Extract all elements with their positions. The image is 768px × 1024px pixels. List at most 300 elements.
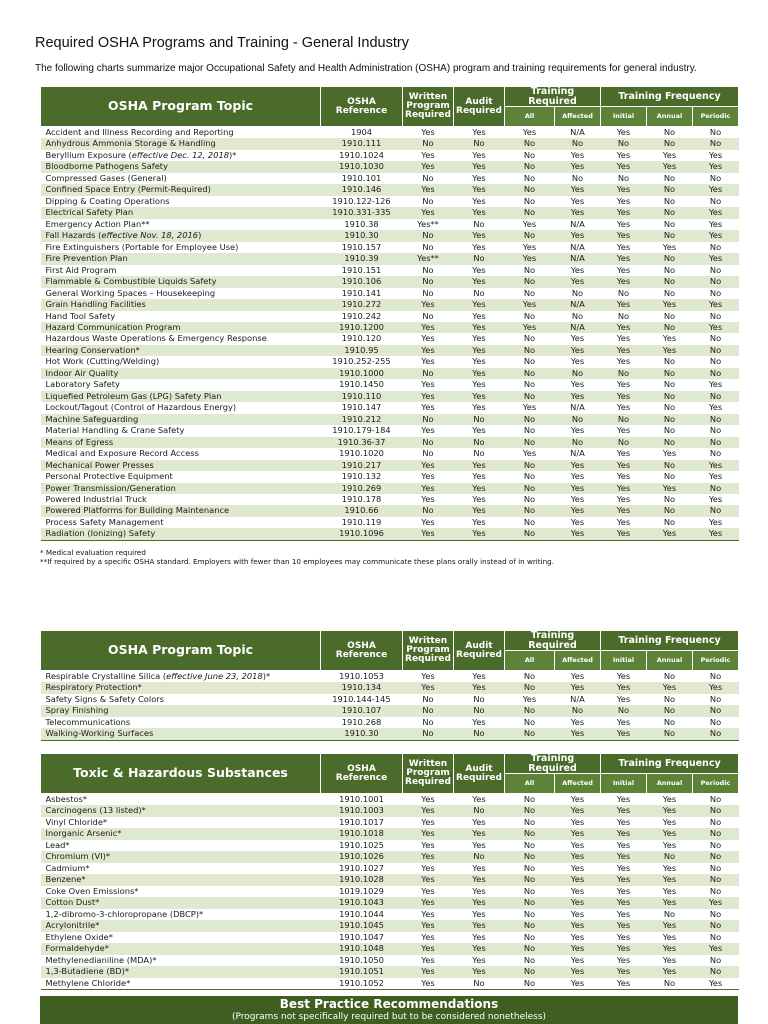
topic-header: OSHA Program Topic — [41, 87, 321, 127]
page-title: Required OSHA Programs and Training - General Industry — [35, 35, 409, 51]
annual-cell: No — [663, 127, 676, 137]
annual-cell: No — [663, 207, 676, 218]
table-row — [41, 728, 739, 740]
topic-name: Telecommunications — [45, 716, 131, 727]
written-cell: No — [422, 172, 434, 183]
table-row — [41, 173, 739, 184]
annual-cell: No — [663, 516, 676, 527]
topic-name: Fire Prevention Plan — [45, 253, 128, 264]
topic-name: Grain Handling Facilities — [45, 299, 146, 310]
audit-cell: Yes — [472, 356, 486, 367]
initial-cell: Yes — [616, 693, 631, 704]
training-all-cell: No — [523, 828, 536, 839]
audit-cell: Yes — [472, 954, 486, 965]
annual-cell: No — [663, 321, 676, 332]
initial-header: Initial — [601, 651, 647, 671]
table-row — [41, 517, 739, 528]
audit-cell: Yes — [472, 828, 486, 839]
initial-cell: Yes — [616, 908, 631, 919]
written-cell: Yes** — [417, 218, 439, 229]
training-all-cell: Yes — [522, 241, 537, 252]
audit-cell: Yes — [472, 494, 486, 504]
table-row — [41, 333, 739, 344]
annual-cell: Yes — [662, 161, 677, 172]
topic-name-cell — [41, 333, 321, 344]
table-row — [41, 528, 739, 540]
audit-cell: Yes — [472, 482, 486, 493]
periodic-cell: Yes — [708, 230, 723, 241]
table-row — [41, 828, 739, 839]
topic-name-cell — [41, 345, 321, 356]
topic-name-cell — [41, 437, 321, 448]
annual-cell: No — [663, 287, 676, 298]
initial-cell: Yes — [616, 728, 631, 739]
topic-name: Material Handling & Crane Safety — [45, 425, 185, 436]
training-all-cell: Yes — [522, 299, 537, 310]
training-affected-cell: N/A — [570, 299, 585, 310]
annual-cell: Yes — [662, 482, 677, 493]
audit-cell: Yes — [472, 931, 486, 942]
topic-name-cell — [41, 207, 321, 218]
periodic-cell: Yes — [708, 253, 723, 264]
training-affected-cell: N/A — [570, 321, 585, 332]
topic-name-cell — [41, 402, 321, 413]
annual-cell: No — [663, 276, 676, 287]
audit-cell: Yes — [472, 943, 486, 954]
topic-name-cell — [41, 483, 321, 494]
table-row — [41, 483, 739, 494]
annual-cell: Yes — [662, 920, 677, 931]
training-all-cell: Yes — [522, 448, 537, 459]
annual-cell: No — [663, 367, 676, 378]
reference-cell: 1910.132 — [341, 471, 382, 482]
initial-cell: Yes — [616, 264, 631, 275]
table-row — [41, 794, 739, 806]
training-affected-cell: N/A — [570, 402, 585, 413]
topic-name: Accident and Illness Recording and Reporting — [45, 127, 234, 137]
initial-cell: No — [617, 287, 630, 298]
periodic-cell: No — [709, 693, 722, 704]
training-all-cell: No — [523, 161, 536, 172]
written-cell: Yes — [421, 682, 435, 693]
table-row — [41, 345, 739, 356]
reference-cell: 1910.151 — [341, 264, 382, 275]
effective-date-note: effective Nov. 18, 2016 — [101, 230, 199, 241]
training-affected-cell: Yes — [570, 276, 585, 287]
periodic-cell: Yes — [708, 897, 723, 908]
initial-cell: Yes — [616, 390, 631, 401]
written-cell: No — [422, 728, 434, 739]
annual-cell: Yes — [662, 299, 677, 310]
topic-name: Coke Oven Emissions* — [45, 885, 139, 896]
initial-cell: Yes — [616, 253, 631, 264]
annual-cell: No — [663, 402, 676, 413]
reference-cell: 1910.101 — [341, 172, 382, 183]
annual-cell: Yes — [662, 149, 677, 160]
annual-cell: No — [663, 908, 676, 919]
initial-cell: Yes — [616, 207, 631, 218]
table-row — [41, 886, 739, 897]
osha-program-table-2 — [40, 630, 739, 741]
audit-cell: Yes — [472, 149, 486, 160]
training-affected-cell: No — [571, 172, 584, 183]
topic-header: OSHA Program Topic — [41, 631, 321, 671]
topic-name: Ethylene Oxide* — [45, 931, 113, 942]
all-header: All — [505, 774, 555, 794]
topic-name-cell — [41, 276, 321, 287]
training-all-cell: No — [523, 344, 536, 355]
periodic-cell: No — [709, 448, 722, 459]
topic-name-cell — [41, 840, 321, 851]
topic-name-cell — [41, 794, 321, 806]
annual-cell: Yes — [662, 794, 677, 804]
written-cell: Yes — [421, 516, 435, 527]
initial-cell: No — [617, 172, 630, 183]
topic-name: Radiation (Ionizing) Safety — [45, 528, 156, 539]
topic-name-cell — [41, 460, 321, 471]
training-affected-cell: Yes — [570, 356, 585, 367]
audit-cell: Yes — [472, 230, 486, 241]
training-affected-cell: Yes — [570, 816, 585, 827]
initial-cell: Yes — [616, 839, 631, 850]
periodic-cell: No — [709, 241, 722, 252]
annual-cell: Yes — [662, 931, 677, 942]
periodic-cell: No — [709, 172, 722, 183]
topic-name-cell — [41, 851, 321, 862]
periodic-cell: Yes — [708, 218, 723, 229]
topic-name-cell — [41, 517, 321, 528]
written-cell: Yes — [421, 528, 435, 539]
topic-name-cell — [41, 528, 321, 540]
training-frequency-header: Training Frequency — [601, 754, 739, 774]
annual-cell: Yes — [662, 954, 677, 965]
table-row — [41, 978, 739, 990]
initial-cell: Yes — [616, 333, 631, 344]
training-all-cell: No — [523, 516, 536, 527]
annual-cell: No — [663, 195, 676, 206]
periodic-cell: No — [709, 356, 722, 367]
written-cell: Yes — [421, 874, 435, 885]
training-all-cell: No — [523, 356, 536, 367]
audit-header: Audit Required — [454, 754, 505, 794]
initial-cell: Yes — [616, 149, 631, 160]
initial-cell: Yes — [616, 241, 631, 252]
topic-name: Spray Finishing — [45, 705, 109, 716]
periodic-cell: Yes — [708, 516, 723, 527]
reference-cell: 1910.242 — [341, 310, 382, 321]
reference-cell: 1910.1024 — [339, 149, 384, 160]
topic-name-cell — [41, 805, 321, 816]
written-cell: No — [422, 505, 434, 516]
written-cell: No — [422, 413, 434, 424]
audit-cell: Yes — [472, 459, 486, 470]
written-cell: No — [422, 230, 434, 241]
reference-cell: 1910.1001 — [339, 794, 384, 804]
audit-cell: Yes — [472, 966, 486, 977]
periodic-cell: Yes — [708, 494, 723, 504]
written-cell: Yes — [421, 794, 435, 804]
initial-cell: Yes — [616, 828, 631, 839]
table-row — [41, 184, 739, 195]
written-cell: Yes — [421, 839, 435, 850]
training-affected-cell: N/A — [570, 241, 585, 252]
intro-text: The following charts summarize major Occupational Safety and Health Administration (OSHA) program and training requirements for general industry. — [35, 63, 697, 74]
written-cell: Yes — [421, 127, 435, 137]
topic-name: Benzene* — [45, 874, 86, 885]
training-all-cell: No — [523, 172, 536, 183]
annual-cell: No — [663, 705, 676, 716]
topic-name-cell — [41, 219, 321, 230]
reference-cell: 1910.66 — [344, 505, 379, 516]
training-all-cell: Yes — [522, 253, 537, 264]
training-all-cell: No — [523, 728, 536, 739]
topic-name: Inorganic Arsenic* — [45, 828, 122, 839]
periodic-cell: No — [709, 367, 722, 378]
reference-cell: 1910.1003 — [339, 805, 384, 816]
training-all-cell: No — [523, 705, 536, 716]
topic-name: Vinyl Chloride* — [45, 816, 108, 827]
all-header: All — [505, 107, 555, 127]
written-cell: Yes — [421, 344, 435, 355]
periodic-cell: No — [709, 794, 722, 804]
audit-cell: Yes — [472, 516, 486, 527]
training-all-cell: No — [523, 149, 536, 160]
training-affected-cell: Yes — [570, 943, 585, 954]
training-all-cell: Yes — [522, 402, 537, 413]
table-row — [41, 874, 739, 885]
written-cell: Yes — [421, 828, 435, 839]
topic-name-cell — [41, 425, 321, 436]
annual-header: Annual — [647, 107, 693, 127]
reference-cell: 1910.1044 — [339, 908, 384, 919]
written-cell: Yes — [421, 207, 435, 218]
reference-cell: 1910.122-126 — [332, 195, 391, 206]
training-all-cell: No — [523, 966, 536, 977]
training-affected-cell: Yes — [570, 908, 585, 919]
annual-cell: No — [663, 425, 676, 436]
training-all-cell: No — [523, 874, 536, 885]
written-cell: No — [422, 276, 434, 287]
training-affected-cell: N/A — [570, 253, 585, 264]
written-cell: No — [422, 138, 434, 149]
training-all-cell: No — [523, 310, 536, 321]
initial-cell: Yes — [616, 505, 631, 516]
annual-cell: Yes — [662, 682, 677, 693]
written-cell: No — [422, 705, 434, 716]
written-cell: No — [422, 310, 434, 321]
initial-cell: Yes — [616, 356, 631, 367]
written-program-header: Written Program Required — [403, 631, 454, 671]
audit-cell: No — [473, 413, 485, 424]
periodic-cell: No — [709, 671, 722, 681]
topic-name: Anhydrous Ammonia Storage & Handling — [45, 138, 216, 149]
reference-cell: 1910.331-335 — [332, 207, 391, 218]
audit-header: Audit Required — [454, 87, 505, 127]
topic-name-cell — [41, 717, 321, 728]
audit-cell: Yes — [472, 299, 486, 310]
topic-name-cell — [41, 368, 321, 379]
written-cell: Yes — [421, 333, 435, 344]
training-affected-cell: Yes — [570, 794, 585, 804]
reference-cell: 1910.134 — [341, 682, 382, 693]
annual-cell: Yes — [662, 805, 677, 816]
topic-name-cell — [41, 494, 321, 505]
reference-cell: 1910.1043 — [339, 897, 384, 908]
audit-cell: Yes — [472, 172, 486, 183]
table-row — [41, 805, 739, 816]
topic-name: Hazardous Waste Operations & Emergency Response — [45, 333, 267, 344]
periodic-cell: Yes — [708, 943, 723, 954]
topic-name-cell — [41, 196, 321, 207]
initial-cell: No — [617, 138, 630, 149]
initial-cell: Yes — [616, 482, 631, 493]
initial-cell: Yes — [616, 885, 631, 896]
footnote-written-plans: **If required by a specific OSHA standard. Employers with fewer than 10 employees may communicate these plans orally instead of in writing. — [40, 557, 555, 566]
topic-name: Laboratory Safety — [45, 379, 120, 390]
topic-name-cell — [41, 943, 321, 954]
initial-cell: Yes — [616, 276, 631, 287]
best-practice-subtitle: (Programs not specifically required but to be considered nonetheless) — [231, 1012, 547, 1022]
topic-name: Machine Safeguarding — [45, 413, 139, 424]
reference-cell: 1910.106 — [341, 276, 382, 287]
table-row — [41, 851, 739, 862]
topic-name-cell — [41, 817, 321, 828]
annual-cell: No — [663, 413, 676, 424]
topic-name-cell — [41, 897, 321, 908]
topic-name: Medical and Exposure Record Access — [45, 448, 199, 459]
training-affected-cell: Yes — [570, 425, 585, 436]
training-affected-cell: Yes — [570, 920, 585, 931]
table-row — [41, 694, 739, 705]
written-cell: No — [422, 693, 434, 704]
written-cell: No — [422, 448, 434, 459]
initial-cell: No — [617, 436, 630, 447]
table-row — [41, 494, 739, 505]
topic-name: Respiratory Protection* — [45, 682, 142, 693]
topic-name-cell — [41, 253, 321, 264]
effective-date-note: effective June 23, 2018 — [166, 671, 263, 681]
audit-cell: No — [473, 705, 485, 716]
written-cell: No — [422, 367, 434, 378]
reference-cell: 1910.1052 — [339, 977, 384, 988]
reference-cell: 1910.272 — [341, 299, 382, 310]
reference-header: OSHA Reference — [321, 87, 403, 127]
reference-cell: 1910.146 — [341, 184, 382, 195]
annual-cell: Yes — [662, 816, 677, 827]
training-all-cell: No — [523, 425, 536, 436]
topic-name: Hazard Communication Program — [45, 321, 181, 332]
periodic-cell: Yes — [708, 149, 723, 160]
audit-cell: Yes — [472, 794, 486, 804]
reference-cell: 1910.178 — [341, 494, 382, 504]
initial-cell: No — [617, 367, 630, 378]
table-row — [41, 920, 739, 931]
training-all-cell: No — [523, 805, 536, 816]
training-all-cell: No — [523, 794, 536, 804]
reference-cell: 1910.30 — [344, 230, 379, 241]
toxic-substances-table — [40, 753, 739, 990]
initial-cell: Yes — [616, 218, 631, 229]
periodic-cell: No — [709, 874, 722, 885]
initial-cell: Yes — [616, 920, 631, 931]
topic-name-cell — [41, 448, 321, 459]
training-all-cell: No — [523, 528, 536, 539]
training-affected-cell: Yes — [570, 505, 585, 516]
training-affected-cell: Yes — [570, 390, 585, 401]
training-affected-cell: Yes — [570, 264, 585, 275]
topic-name: Cotton Dust* — [45, 897, 100, 908]
audit-cell: No — [473, 253, 485, 264]
audit-cell: Yes — [472, 184, 486, 195]
written-cell: Yes — [421, 671, 435, 681]
periodic-cell: No — [709, 908, 722, 919]
initial-cell: Yes — [616, 299, 631, 310]
reference-cell: 1910.1018 — [339, 828, 384, 839]
table-row — [41, 402, 739, 413]
training-affected-cell: Yes — [570, 805, 585, 816]
table-row — [41, 299, 739, 310]
audit-cell: Yes — [472, 379, 486, 390]
training-affected-cell: Yes — [570, 839, 585, 850]
periodic-cell: No — [709, 920, 722, 931]
reference-cell: 1910.95 — [344, 344, 379, 355]
audit-cell: No — [473, 138, 485, 149]
training-all-cell: No — [523, 943, 536, 954]
audit-cell: Yes — [472, 402, 486, 413]
initial-cell: Yes — [616, 816, 631, 827]
annual-cell: No — [663, 253, 676, 264]
written-cell: Yes — [421, 816, 435, 827]
topic-name: Powered Industrial Truck — [45, 494, 147, 504]
audit-cell: Yes — [472, 885, 486, 896]
periodic-cell: No — [709, 425, 722, 436]
initial-cell: Yes — [616, 805, 631, 816]
periodic-cell: Yes — [708, 207, 723, 218]
annual-cell: No — [663, 716, 676, 727]
initial-cell: Yes — [616, 966, 631, 977]
topic-name: Lockout/Tagout (Control of Hazardous Energy) — [45, 402, 237, 413]
topic-name-cell — [41, 184, 321, 195]
periodic-cell: No — [709, 728, 722, 739]
initial-cell: Yes — [616, 344, 631, 355]
topic-name-cell — [41, 299, 321, 310]
written-cell: No — [422, 287, 434, 298]
written-cell: Yes — [421, 494, 435, 504]
periodic-cell: No — [709, 954, 722, 965]
training-all-cell: No — [523, 816, 536, 827]
training-affected-cell: Yes — [570, 885, 585, 896]
annual-cell: No — [663, 218, 676, 229]
periodic-cell: No — [709, 705, 722, 716]
initial-cell: Yes — [616, 184, 631, 195]
initial-cell: Yes — [616, 471, 631, 482]
training-affected-cell: N/A — [570, 127, 585, 137]
all-header: All — [505, 651, 555, 671]
annual-cell: Yes — [662, 333, 677, 344]
periodic-cell: No — [709, 885, 722, 896]
training-affected-cell: Yes — [570, 728, 585, 739]
reference-cell: 1910.269 — [341, 482, 382, 493]
table-row — [41, 322, 739, 333]
reference-cell: 1910.38 — [344, 218, 379, 229]
training-all-cell: No — [523, 471, 536, 482]
reference-cell: 1910.111 — [341, 138, 382, 149]
annual-cell: No — [663, 184, 676, 195]
written-cell: Yes — [421, 299, 435, 310]
table-row — [41, 265, 739, 276]
periodic-cell: No — [709, 413, 722, 424]
topic-name-cell — [41, 955, 321, 966]
